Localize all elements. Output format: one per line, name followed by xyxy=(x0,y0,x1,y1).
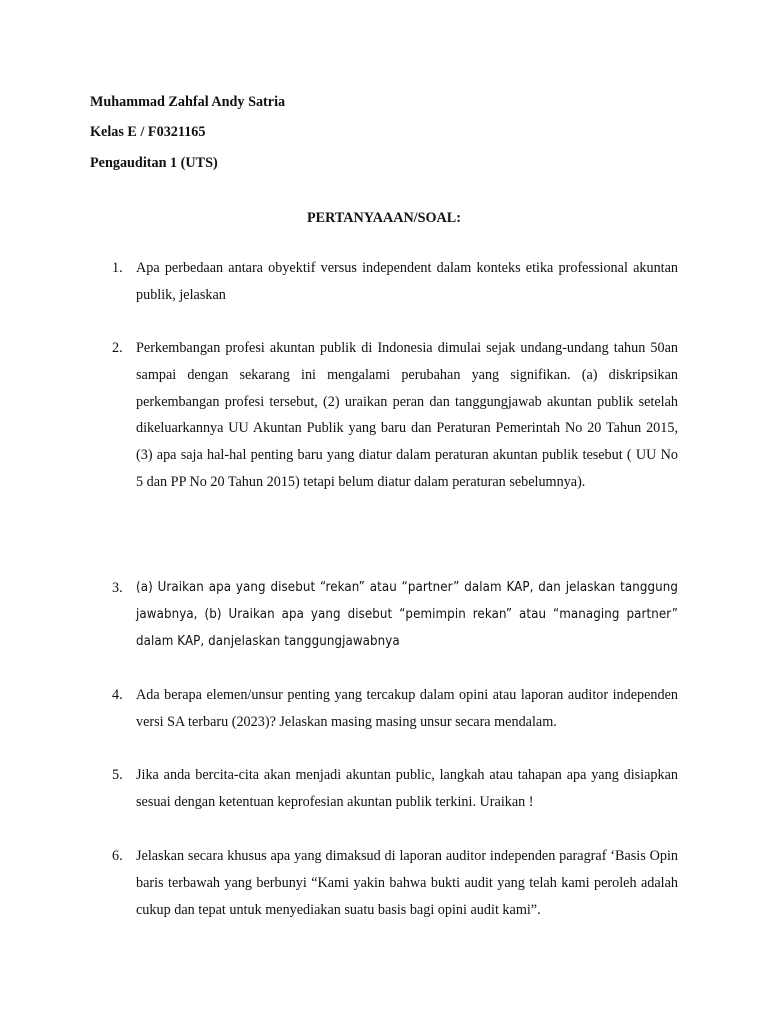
question-text: Perkembangan profesi akuntan publik di Indonesia dimulai sejak undang-undang tahun 50an sampai dengan sekarang ini mengalami perubahan yang signifikan. (a) diskripsikan perkembangan profesi tersebut, (2) uraikan peran dan tanggungjawab akuntan publik setelah dikeluarkannya UU Akuntan Publik yang baru dan Peraturan Pemerintah No 20 Tahun 2015, (3) apa saja hal-hal penting baru yang diatur dalam peraturan akuntan publik tesebut ( UU No 5 dan PP No 20 Tahun 2015) tetapi belum diatur dalam peraturan sebelumnya). xyxy=(136,340,678,490)
question-text: (a) Uraikan apa yang disebut “rekan” atau “partner” dalam KAP, dan jelaskan tanggung jawabnya, (b) Uraikan apa yang disebut “pemimpin rekan” atau “managing partner” dalam KAP, danjelaskan tanggungjawabnya xyxy=(136,580,678,649)
question-item xyxy=(112,843,678,923)
question-text: Apa perbedaan antara obyektif versus independent dalam konteks etika professional akuntan publik, jelaskan xyxy=(136,260,678,303)
question-number: 1. xyxy=(112,260,123,276)
question-number: 5. xyxy=(112,767,123,783)
student-class: Kelas E / F0321165 xyxy=(90,124,206,140)
question-number: 4. xyxy=(112,687,123,703)
question-item xyxy=(112,682,678,736)
question-text: Jika anda bercita-cita akan menjadi akuntan public, langkah atau tahapan apa yang disiapkan sesuai dengan ketentuan keprofesian akuntan publik terkini. Uraikan ! xyxy=(136,767,678,810)
question-item xyxy=(112,335,678,496)
student-name: Muhammad Zahfal Andy Satria xyxy=(90,94,286,110)
document-title: PERTANYAAAN/SOAL: xyxy=(306,210,461,226)
question-number: 2. xyxy=(112,340,123,356)
question-item xyxy=(112,575,678,655)
question-number: 6. xyxy=(112,848,123,864)
question-text: Ada berapa elemen/unsur penting yang tercakup dalam opini atau laporan auditor independen versi SA terbaru (2023)? Jelaskan masing masing unsur secara mendalam. xyxy=(136,687,678,730)
question-item xyxy=(112,255,678,309)
question-item xyxy=(112,762,678,816)
question-number: 3. xyxy=(112,580,123,596)
question-text: Jelaskan secara khusus apa yang dimaksud di laporan auditor independen paragraf ‘Basis Opin baris terbawah yang berbunyi “Kami yakin bahwa bukti audit yang telah kami peroleh adalah cukup dan tepat untuk menyediakan suatu basis bagi opini audit kami”. xyxy=(136,848,678,918)
course-title: Pengauditan 1 (UTS) xyxy=(90,155,218,171)
